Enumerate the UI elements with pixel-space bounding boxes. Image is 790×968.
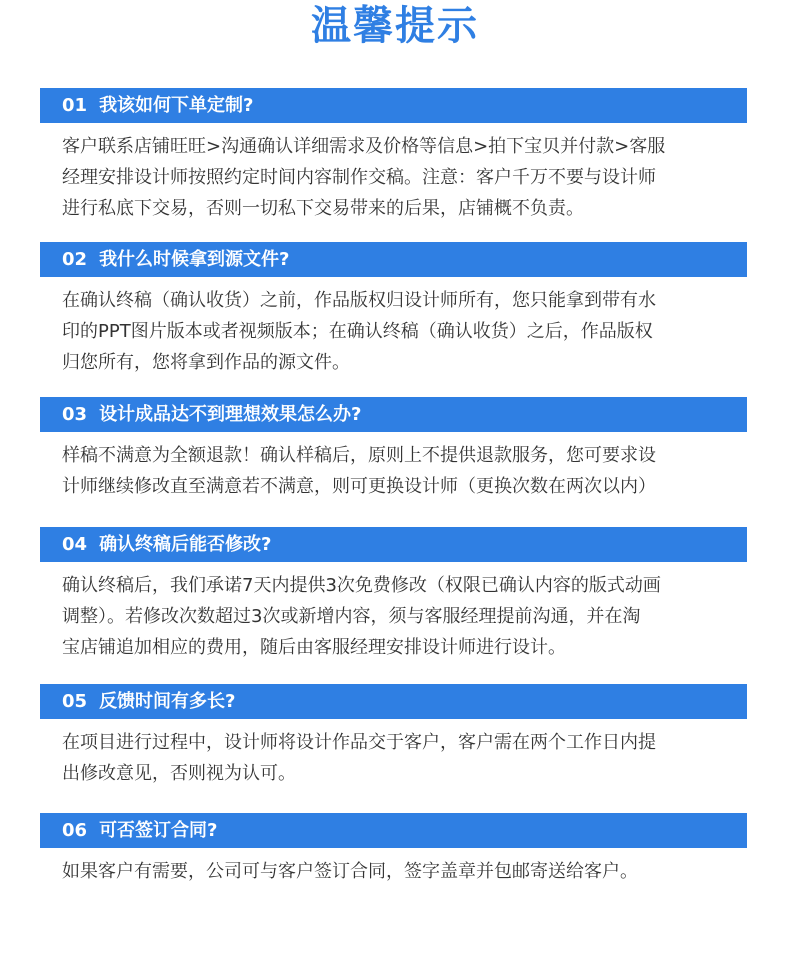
- faq-item-4: [40, 527, 747, 663]
- faq-number: 01: [62, 95, 88, 116]
- faq-answer: [40, 562, 747, 663]
- faq-answer-line: 归您所有，您将拿到作品的源文件。: [62, 352, 350, 373]
- faq-item-3: [40, 397, 747, 502]
- faq-question: 可否签订合同?: [99, 820, 218, 841]
- faq-answer-line: 经理安排设计师按照约定时间内容制作交稿。注意：客户千万不要与设计师: [62, 167, 656, 188]
- faq-answer-line: 确认终稿后，我们承诺7天内提供3次免费修改（权限已确认内容的版式动画: [62, 575, 661, 596]
- faq-answer-line: 出修改意见，否则视为认可。: [62, 763, 296, 784]
- faq-item-6: [40, 813, 747, 887]
- faq-question-header: [40, 88, 747, 123]
- faq-answer-line: 样稿不满意为全额退款！确认样稿后，原则上不提供退款服务，您可要求设: [62, 445, 656, 466]
- faq-number: 03: [62, 404, 88, 425]
- faq-answer-line: 如果客户有需要，公司可与客户签订合同，签字盖章并包邮寄送给客户。: [62, 861, 638, 882]
- faq-number: 06: [62, 820, 88, 841]
- faq-question: 我什么时候拿到源文件?: [99, 249, 290, 270]
- faq-question: 确认终稿后能否修改?: [99, 534, 272, 555]
- faq-answer-line: 在项目进行过程中，设计师将设计作品交于客户，客户需在两个工作日内提: [62, 732, 656, 753]
- faq-answer-line: 进行私底下交易，否则一切私下交易带来的后果，店铺概不负责。: [62, 198, 584, 219]
- faq-answer-line: 调整）。若修改次数超过3次或新增内容，须与客服经理提前沟通，并在淘: [62, 606, 641, 627]
- faq-answer: [40, 277, 747, 378]
- faq-item-5: [40, 684, 747, 789]
- faq-answer-line: 印的PPT图片版本或者视频版本；在确认终稿（确认收货）之后，作品版权: [62, 321, 653, 342]
- page-title: 温馨提示: [311, 3, 479, 49]
- faq-number: 05: [62, 691, 88, 712]
- faq-item-2: [40, 242, 747, 378]
- faq-answer: [40, 719, 747, 789]
- faq-question-header: [40, 527, 747, 562]
- faq-question: 我该如何下单定制?: [99, 95, 254, 116]
- faq-question: 设计成品达不到理想效果怎么办?: [99, 404, 362, 425]
- faq-answer-line: 在确认终稿（确认收货）之前，作品版权归设计师所有，您只能拿到带有水: [62, 290, 656, 311]
- faq-answer-line: 计师继续修改直至满意若不满意，则可更换设计师（更换次数在两次以内）: [62, 476, 656, 497]
- faq-answer: [40, 432, 747, 502]
- faq-question-header: [40, 684, 747, 719]
- faq-question-header: [40, 242, 747, 277]
- faq-answer-line: 客户联系店铺旺旺>沟通确认详细需求及价格等信息>拍下宝贝并付款>客服: [62, 136, 666, 157]
- faq-question-header: [40, 813, 747, 848]
- faq-answer-line: 宝店铺追加相应的费用，随后由客服经理安排设计师进行设计。: [62, 637, 566, 658]
- faq-question: 反馈时间有多长?: [99, 691, 236, 712]
- faq-number: 04: [62, 534, 88, 555]
- faq-number: 02: [62, 249, 88, 270]
- faq-item-1: [40, 88, 747, 224]
- faq-answer: [40, 123, 747, 224]
- faq-answer: [40, 848, 747, 887]
- faq-question-header: [40, 397, 747, 432]
